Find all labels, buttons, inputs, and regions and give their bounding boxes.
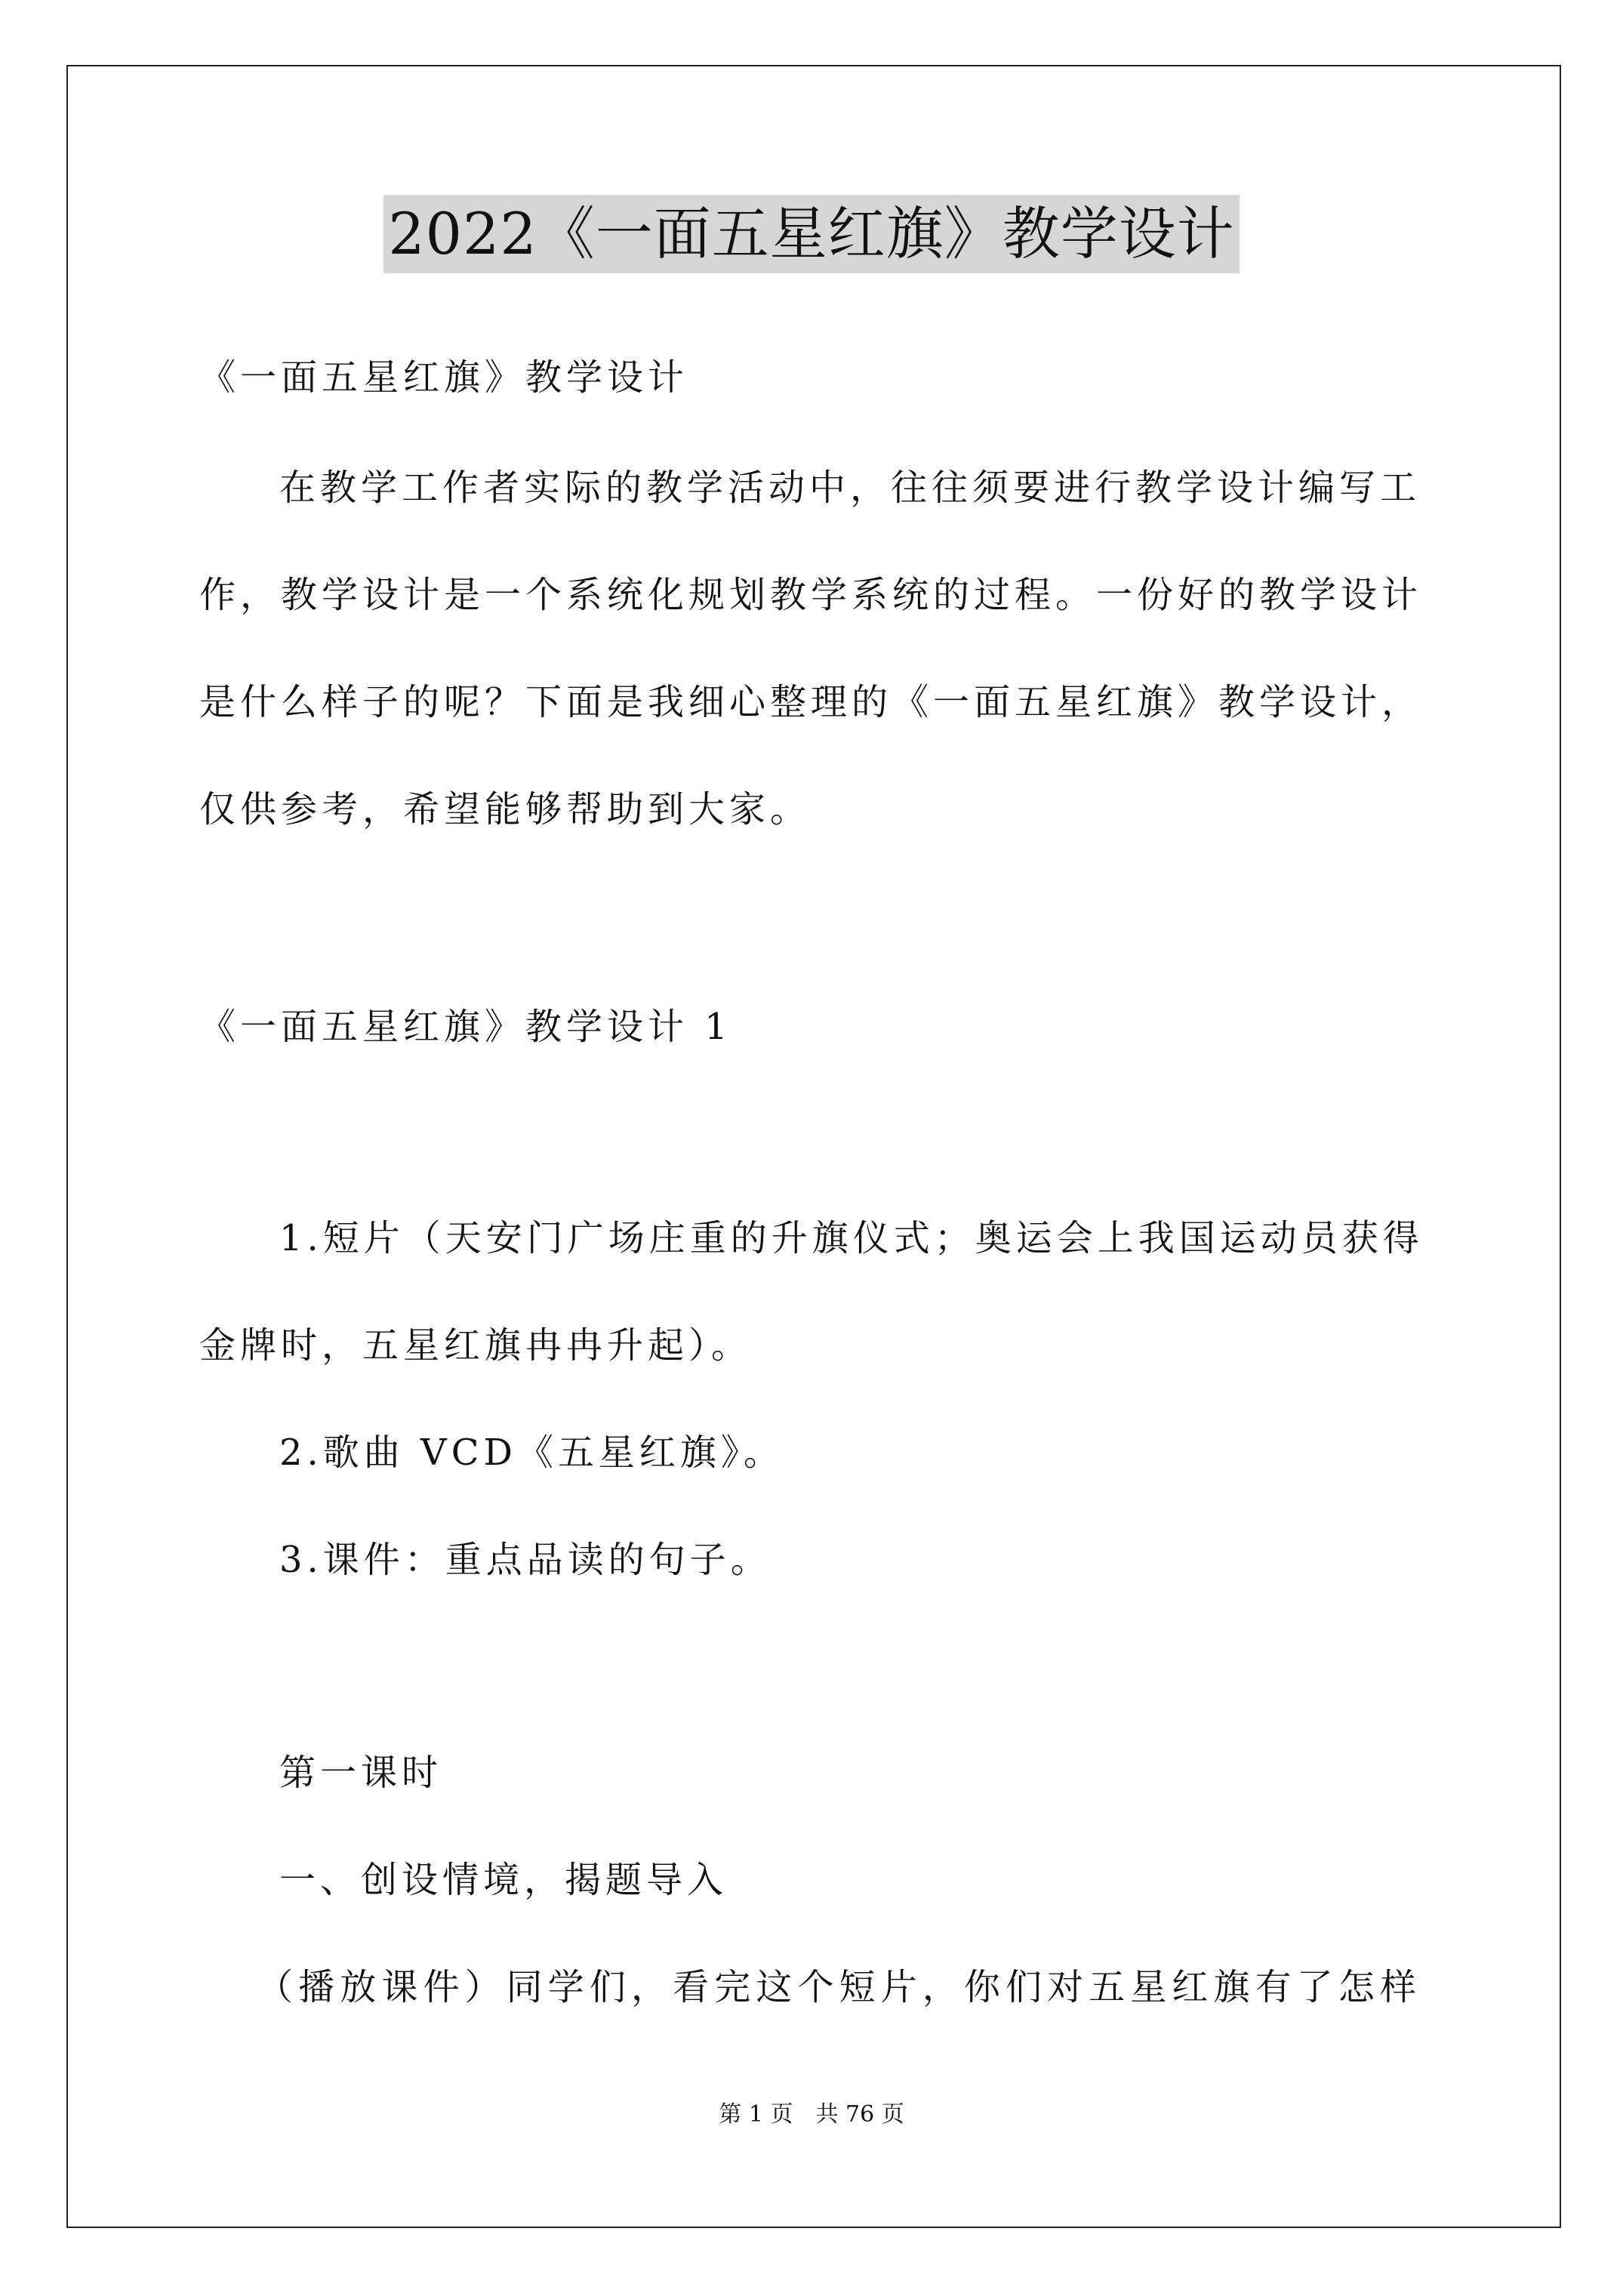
intro-line-2: 作，教学设计是一个系统化规划教学系统的过程。一份好的教学设计 [199,574,1423,616]
title-container [0,195,1623,273]
document-title: 2022《一面五星红旗》教学设计 [383,195,1239,273]
intro-line-4: 仅供参考，希望能够帮助到大家。 [199,788,812,831]
list-item-2: 2.歌曲 VCD《五星红旗》。 [279,1432,784,1474]
lesson-heading: 第一课时 [279,1752,443,1794]
section-heading: 《一面五星红旗》教学设计 1 [199,1006,732,1048]
paragraph-last-line: （播放课件）同学们，看完这个短片，你们对五星红旗有了怎样 [257,1966,1421,2008]
step-heading-1: 一、创设情境，揭题导入 [279,1859,728,1901]
intro-line-1: 在教学工作者实际的教学活动中，往往须要进行教学设计编写工 [279,467,1421,509]
subtitle-line: 《一面五星红旗》教学设计 [199,356,689,399]
list-item-1-line-2: 金牌时，五星红旗冉冉升起）。 [199,1324,753,1367]
page-number-footer: 第 1 页 共 76 页 [719,2101,904,2128]
list-item-3: 3.课件：重点品读的句子。 [279,1539,771,1581]
list-item-1-line-1: 1.短片（天安门广场庄重的升旗仪式；奥运会上我国运动员获得 [279,1217,1424,1259]
intro-line-3: 是什么样子的呢？下面是我细心整理的《一面五星红旗》教学设计， [199,681,1423,723]
